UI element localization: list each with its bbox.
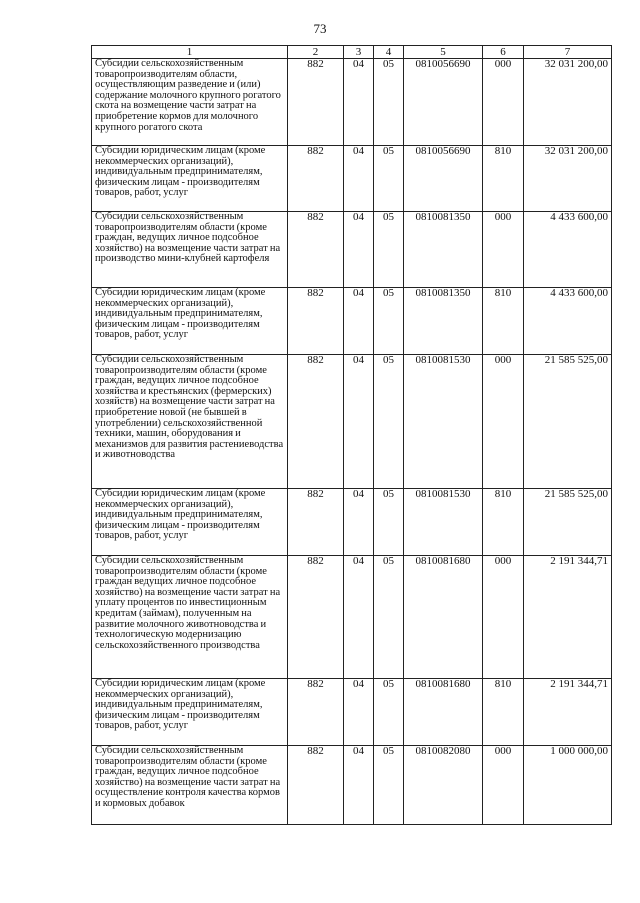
row-code-3: 04 (344, 288, 374, 355)
column-header-3: 3 (344, 46, 374, 59)
row-amount: 1 000 000,00 (524, 746, 612, 825)
row-code-6: 810 (483, 146, 524, 212)
row-code-6: 810 (483, 489, 524, 556)
row-code-6: 000 (483, 212, 524, 288)
table-row (92, 746, 612, 825)
row-description: Субсидии сельскохозяйственным товаропроизводителям области (кроме граждан, ведущих личное подсобное хозяйство) на возмещение части затрат на производство мини-клубней картофеля (92, 212, 288, 288)
row-code-5: 0810081350 (404, 288, 483, 355)
row-code-6: 810 (483, 288, 524, 355)
table-row (92, 556, 612, 679)
row-code-4: 05 (374, 212, 404, 288)
row-code-3: 04 (344, 489, 374, 556)
column-header-5: 5 (404, 46, 483, 59)
row-code-6: 000 (483, 355, 524, 489)
row-code-2: 882 (288, 489, 344, 556)
page-number: 73 (313, 21, 327, 36)
table-row (92, 146, 612, 212)
row-code-4: 05 (374, 489, 404, 556)
row-code-3: 04 (344, 355, 374, 489)
row-code-4: 05 (374, 146, 404, 212)
table-row (92, 288, 612, 355)
row-code-2: 882 (288, 146, 344, 212)
row-code-5: 0810082080 (404, 746, 483, 825)
row-code-2: 882 (288, 212, 344, 288)
row-description: Субсидии сельскохозяйственным товаропроизводителям области, осуществляющим разведение и (или) содержание молочного крупного рогатого скота на возмещение части затрат на приобретение кормов для молочного крупного рогатого скота (92, 59, 288, 146)
row-code-4: 05 (374, 355, 404, 489)
row-amount: 32 031 200,00 (524, 59, 612, 146)
row-code-5: 0810081350 (404, 212, 483, 288)
row-code-2: 882 (288, 288, 344, 355)
row-code-5: 0810056690 (404, 59, 483, 146)
row-code-6: 000 (483, 59, 524, 146)
row-code-2: 882 (288, 355, 344, 489)
row-description: Субсидии сельскохозяйственным товаропроизводителям области (кроме граждан, ведущих личное подсобное хозяйства и крестьянских (фермерских) хозяйств) на возмещение части затрат на приобретение новой (не бывшей в употреблении) сельскохозяйственной техники, машин, оборудования и механизмов для развития растениеводства и животноводства (92, 355, 288, 489)
row-description: Субсидии сельскохозяйственным товаропроизводителям области (кроме граждан ведущих личное подсобное хозяйство) на возмещение части затрат на уплату процентов по инвестиционным кредитам (займам), полученным на развитие молочного животноводства и технологическую модернизацию сельскохозяйственного производства (92, 556, 288, 679)
column-header-7: 7 (524, 46, 612, 59)
row-code-3: 04 (344, 59, 374, 146)
row-amount: 21 585 525,00 (524, 355, 612, 489)
row-code-5: 0810056690 (404, 146, 483, 212)
row-code-5: 0810081530 (404, 489, 483, 556)
row-description: Субсидии юридическим лицам (кроме некоммерческих организаций), индивидуальным предпринимателям, физическим лицам - производителям товаров, работ, услуг (92, 146, 288, 212)
row-code-6: 000 (483, 556, 524, 679)
row-code-3: 04 (344, 746, 374, 825)
table-row (92, 489, 612, 556)
row-amount: 2 191 344,71 (524, 679, 612, 746)
column-header-2: 2 (288, 46, 344, 59)
row-description: Субсидии сельскохозяйственным товаропроизводителям области (кроме граждан, ведущих личное подсобное хозяйство) на возмещение части затрат на осуществление контроля качества кормов и кормовых добавок (92, 746, 288, 825)
table-row (92, 212, 612, 288)
row-description: Субсидии юридическим лицам (кроме некоммерческих организаций), индивидуальным предпринимателям, физическим лицам - производителям товаров, работ, услуг (92, 288, 288, 355)
row-amount: 32 031 200,00 (524, 146, 612, 212)
row-code-3: 04 (344, 556, 374, 679)
row-code-2: 882 (288, 679, 344, 746)
row-amount: 21 585 525,00 (524, 489, 612, 556)
row-code-4: 05 (374, 746, 404, 825)
row-code-6: 000 (483, 746, 524, 825)
row-amount: 2 191 344,71 (524, 556, 612, 679)
row-code-2: 882 (288, 746, 344, 825)
table-row (92, 355, 612, 489)
row-code-3: 04 (344, 679, 374, 746)
row-code-5: 0810081680 (404, 556, 483, 679)
row-amount: 4 433 600,00 (524, 288, 612, 355)
row-description: Субсидии юридическим лицам (кроме некоммерческих организаций), индивидуальным предпринимателям, физическим лицам - производителям товаров, работ, услуг (92, 679, 288, 746)
row-code-6: 810 (483, 679, 524, 746)
column-header-1: 1 (92, 46, 288, 59)
table-row (92, 59, 612, 146)
row-code-4: 05 (374, 556, 404, 679)
row-amount: 4 433 600,00 (524, 212, 612, 288)
row-code-2: 882 (288, 59, 344, 146)
row-code-4: 05 (374, 288, 404, 355)
column-header-4: 4 (374, 46, 404, 59)
row-code-3: 04 (344, 146, 374, 212)
table-row (92, 679, 612, 746)
row-code-5: 0810081530 (404, 355, 483, 489)
row-description: Субсидии юридическим лицам (кроме некоммерческих организаций), индивидуальным предпринимателям, физическим лицам - производителям товаров, работ, услуг (92, 489, 288, 556)
row-code-3: 04 (344, 212, 374, 288)
row-code-4: 05 (374, 679, 404, 746)
column-header-6: 6 (483, 46, 524, 59)
row-code-5: 0810081680 (404, 679, 483, 746)
row-code-2: 882 (288, 556, 344, 679)
budget-table (91, 45, 612, 825)
row-code-4: 05 (374, 59, 404, 146)
header-row (92, 46, 612, 59)
